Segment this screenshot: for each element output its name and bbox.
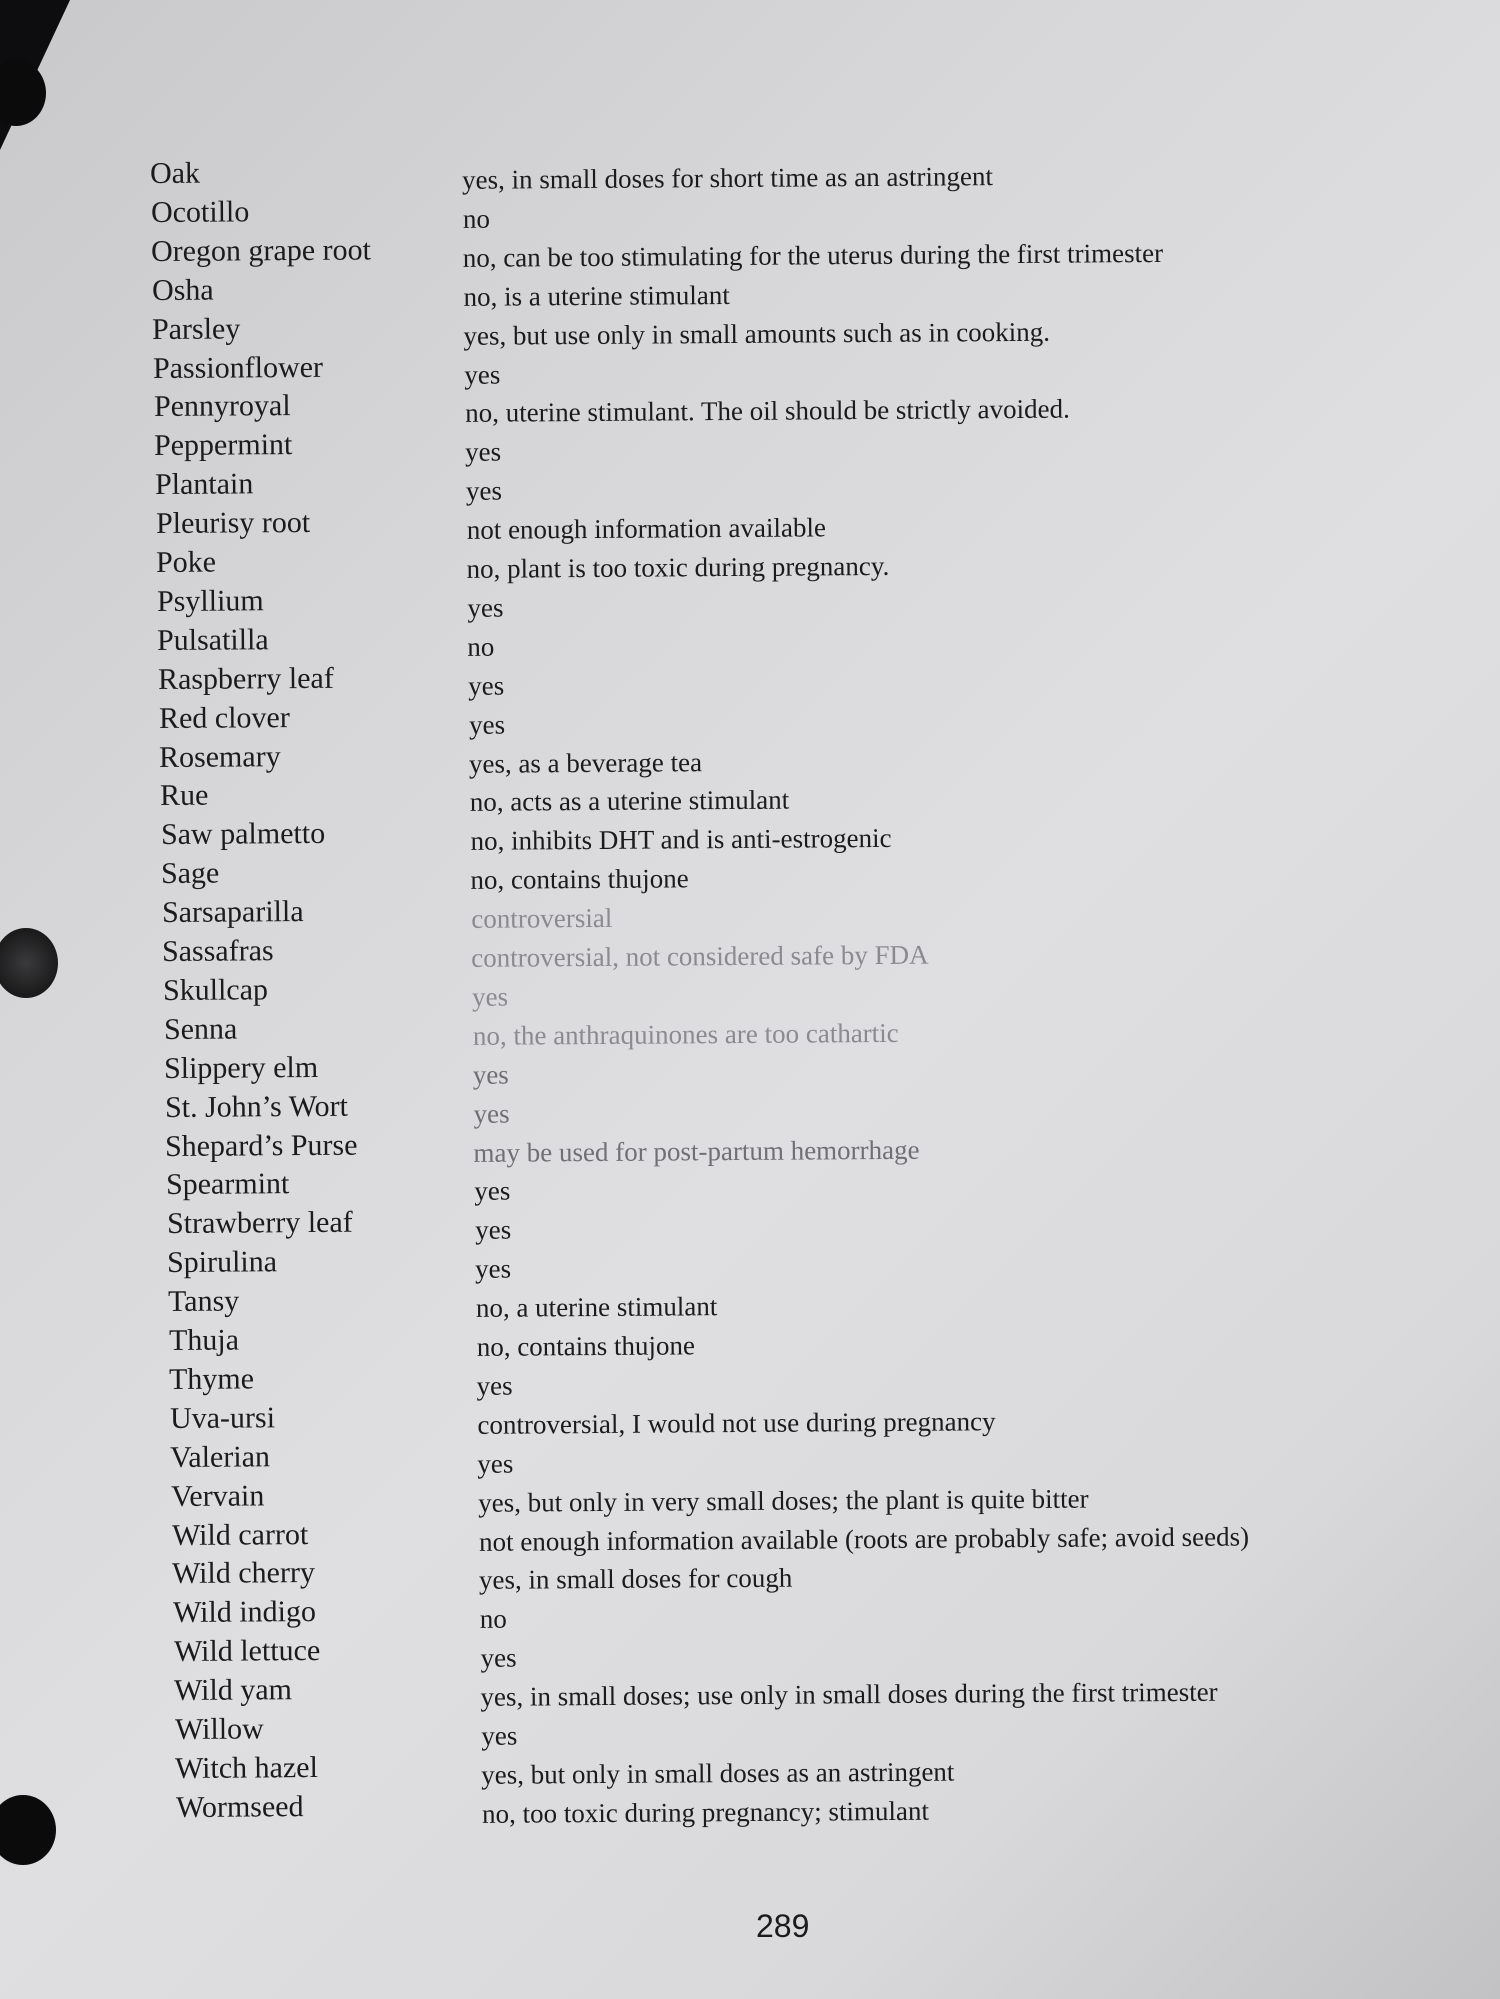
pregnancy-safety-note: no, can be too stimulating for the uterus during the first trimester — [462, 237, 1164, 273]
herb-name: Wild cherry — [172, 1556, 316, 1591]
herb-name: Wild yam — [174, 1673, 293, 1708]
pregnancy-safety-note: no, contains thujone — [470, 863, 689, 896]
herb-name: St. John’s Wort — [164, 1089, 348, 1124]
pregnancy-safety-note: may be used for post-partum hemorrhage — [473, 1134, 921, 1168]
pregnancy-safety-note: no, a uterine stimulant — [475, 1291, 718, 1323]
pregnancy-safety-note: yes — [474, 1175, 511, 1207]
pregnancy-safety-note: yes — [465, 436, 502, 468]
pregnancy-safety-note: no, inhibits DHT and is anti-estrogenic — [470, 823, 892, 857]
herb-name: Wild carrot — [171, 1517, 308, 1552]
herb-name: Rue — [159, 779, 209, 813]
herb-name: Poke — [156, 545, 217, 579]
herb-name: Valerian — [170, 1439, 271, 1474]
herb-name: Spirulina — [167, 1245, 278, 1280]
pregnancy-safety-note: yes, but only in very small doses; the plant is quite bitter — [478, 1483, 1089, 1518]
herb-name: Passionflower — [152, 350, 324, 385]
herb-name: Slippery elm — [164, 1050, 319, 1085]
herb-name: Senna — [163, 1012, 238, 1046]
pregnancy-safety-note: yes — [474, 1214, 511, 1246]
herb-name: Raspberry leaf — [157, 661, 334, 696]
pregnancy-safety-note: no, acts as a uterine stimulant — [469, 784, 790, 818]
herb-name: Sage — [161, 856, 220, 891]
herb-name: Oregon grape root — [151, 233, 372, 268]
pregnancy-safety-note: controversial, not considered safe by FDA — [471, 939, 930, 973]
pregnancy-safety-note: no, too toxic during pregnancy; stimulant — [481, 1795, 930, 1829]
herb-name: Spearmint — [165, 1167, 290, 1202]
pregnancy-safety-note: yes — [467, 592, 504, 623]
pregnancy-safety-note: yes — [465, 475, 502, 507]
herb-name: Vervain — [170, 1478, 265, 1513]
herb-name: Ocotillo — [150, 195, 250, 229]
pregnancy-safety-note: yes — [471, 981, 509, 1012]
herb-name: Thuja — [168, 1323, 239, 1357]
herb-name: Witch hazel — [175, 1750, 319, 1785]
herb-name: Rosemary — [159, 739, 282, 774]
pregnancy-safety-note: no, uterine stimulant. The oil should be strictly avoided. — [464, 393, 1070, 429]
pregnancy-safety-note: yes, in small doses for short time as an astringent — [461, 161, 994, 195]
table-row — [176, 1780, 1496, 1827]
herb-name: Thyme — [169, 1362, 255, 1396]
herb-name: Plantain — [154, 467, 254, 502]
pregnancy-safety-note: yes, as a beverage tea — [469, 746, 703, 779]
herb-name: Parsley — [152, 311, 241, 346]
herb-name: Sarsaparilla — [161, 895, 304, 930]
herb-name: Skullcap — [162, 973, 269, 1007]
pregnancy-safety-note: no — [479, 1603, 507, 1635]
herb-name: Wormseed — [175, 1789, 304, 1824]
herb-name: Willow — [174, 1712, 264, 1746]
herb-name: Saw palmetto — [160, 817, 325, 852]
pregnancy-safety-note: no — [462, 203, 490, 234]
pregnancy-safety-note: yes — [476, 1370, 513, 1401]
pregnancy-safety-note: yes, but use only in small amounts such as in cooking. — [463, 316, 1051, 351]
pregnancy-safety-note: yes — [473, 1098, 510, 1129]
pregnancy-safety-note: no, the anthraquinones are too cathartic — [472, 1017, 899, 1051]
herb-name: Oak — [149, 156, 201, 190]
pregnancy-safety-note: yes — [477, 1448, 514, 1479]
pregnancy-safety-note: yes — [468, 709, 505, 740]
herb-name: Psyllium — [156, 584, 264, 618]
pregnancy-safety-note: yes, in small doses for cough — [479, 1563, 793, 1596]
pregnancy-safety-note: no — [467, 631, 495, 662]
herb-name: Sassafras — [162, 934, 275, 968]
pregnancy-safety-note: no, is a uterine stimulant — [463, 279, 730, 312]
pregnancy-safety-note: controversial, I would not use during pregnancy — [477, 1406, 996, 1440]
pregnancy-safety-note: yes — [480, 1642, 517, 1674]
herb-name: Wild lettuce — [173, 1634, 320, 1669]
herb-name: Pennyroyal — [153, 389, 291, 424]
herb-name: Shepard’s Purse — [165, 1128, 359, 1163]
herb-name: Tansy — [167, 1284, 240, 1319]
pregnancy-safety-note: no, contains thujone — [476, 1330, 695, 1362]
herb-name: Pleurisy root — [155, 506, 310, 541]
herb-name: Red clover — [158, 700, 290, 735]
pregnancy-safety-note: yes — [475, 1253, 512, 1285]
pregnancy-safety-note: yes, but only in small doses as an astringent — [481, 1756, 955, 1790]
pregnancy-safety-note: no, plant is too toxic during pregnancy. — [466, 550, 890, 584]
herb-name: Pulsatilla — [157, 623, 270, 657]
pregnancy-safety-note: controversial — [470, 902, 613, 934]
herb-name: Wild indigo — [172, 1595, 316, 1630]
herb-name: Strawberry leaf — [166, 1206, 353, 1241]
pregnancy-safety-note: yes — [480, 1720, 518, 1751]
page-number: 289 — [756, 1908, 810, 1944]
herb-name: Uva-ursi — [169, 1401, 275, 1435]
pregnancy-safety-note: yes, in small doses; use only in small doses during the first trimester — [480, 1676, 1218, 1712]
herb-name: Osha — [151, 273, 214, 307]
pregnancy-safety-note: yes — [468, 670, 505, 701]
pregnancy-safety-note: yes — [472, 1059, 510, 1090]
pregnancy-safety-note: not enough information available — [466, 512, 826, 545]
herb-name: Peppermint — [154, 428, 293, 463]
pregnancy-safety-note: not enough information available (roots are probably safe; avoid seeds) — [478, 1520, 1249, 1557]
pregnancy-safety-note: yes — [464, 359, 501, 390]
